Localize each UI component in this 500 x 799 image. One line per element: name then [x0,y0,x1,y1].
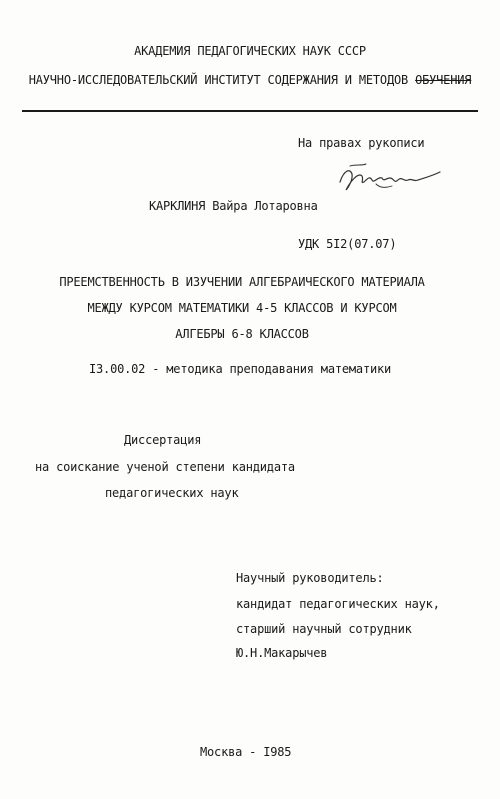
place-and-year: Москва - I985 [200,745,292,759]
signature-icon [336,160,446,194]
academy-heading: АКАДЕМИЯ ПЕДАГОГИЧЕСКИХ НАУК СССР [134,44,366,58]
author-name: КАРКЛИНЯ Вайра Лотаровна [149,199,318,213]
dissertation-degree: на соискание ученой степени кандидата [35,460,295,474]
title-line-3: АЛГЕБРЫ 6-8 КЛАССОВ [175,327,309,341]
supervisor-degree: кандидат педагогических наук, [236,597,440,611]
specialty-code: I3.00.02 - методика преподавания математики [89,362,392,376]
udk-code: УДК 5I2(07.07) [298,237,397,251]
supervisor-title: старший научный сотрудник [236,622,412,636]
header-divider [22,110,478,112]
title-line-2: МЕЖДУ КУРСОМ МАТЕМАТИКИ 4-5 КЛАССОВ И КУРСОМ [87,301,397,315]
institute-heading-last-word: ОБУЧЕНИЯ [415,73,472,87]
supervisor-name: Ю.Н.Макарычев [236,646,328,660]
dissertation-label: Диссертация [124,433,202,447]
title-line-1: ПРЕЕМСТВЕННОСТЬ В ИЗУЧЕНИИ АЛГЕБРАИЧЕСКОГО МАТЕРИАЛА [59,275,425,289]
institute-heading-main: НАУЧНО-ИССЛЕДОВАТЕЛЬСКИЙ ИНСТИТУТ СОДЕРЖАНИЯ И МЕТОДОВ [28,73,409,87]
institute-heading [0,73,500,87]
rights-label: На правах рукописи [298,136,425,150]
dissertation-field: педагогических наук [105,486,239,500]
supervisor-label: Научный руководитель: [236,571,384,585]
